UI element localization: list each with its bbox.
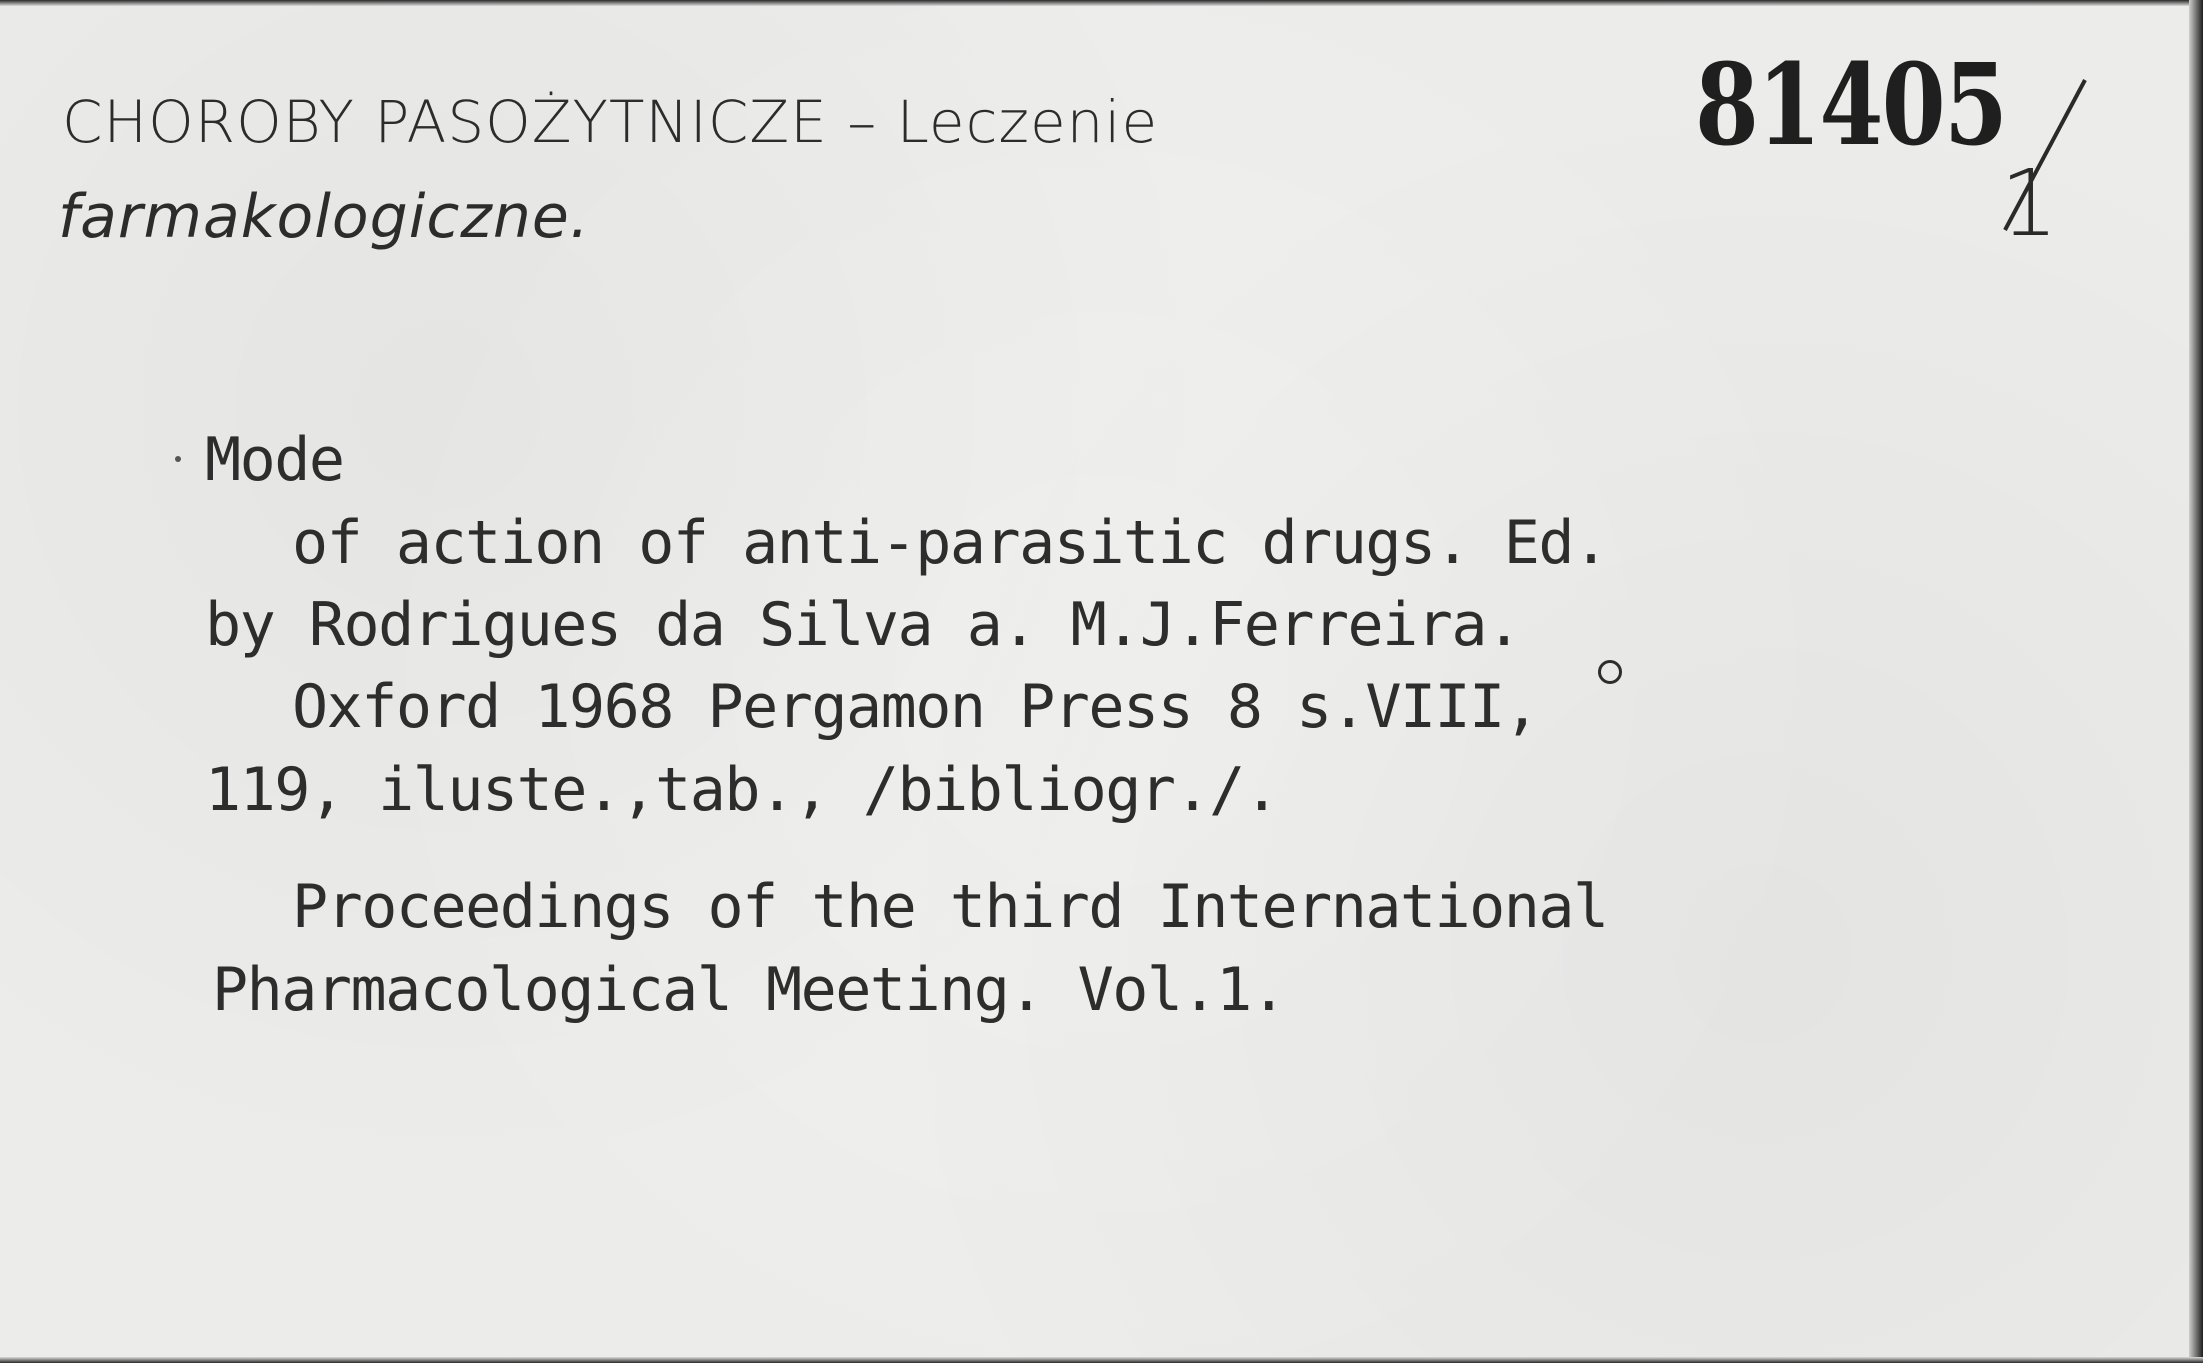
entry-title-word: Mode: [205, 425, 344, 495]
margin-dot: [175, 456, 181, 462]
entry-line-4: 119, iluste.,tab., /bibliogr./.: [205, 755, 1279, 825]
call-number-sub: 1: [2000, 150, 2059, 257]
card-top-edge: [0, 0, 2203, 6]
card-right-edge: [2189, 0, 2203, 1363]
entry-line-1: of action of anti-parasitic drugs. Ed.: [292, 508, 1608, 578]
call-number: 81405: [1695, 40, 2007, 171]
entry-line-6: Pharmacological Meeting. Vol.1.: [212, 955, 1286, 1025]
entry-line-3: Oxford 1968 Pergamon Press 8 s.VIII,: [292, 672, 1539, 742]
subject-heading-line1: CHOROBY PASOŻYTNICZE – Leczenie: [62, 88, 1159, 156]
entry-line-5: Proceedings of the third International: [292, 872, 1608, 942]
subject-heading-line2: farmakologiczne.: [58, 182, 590, 252]
entry-line-2: by Rodrigues da Silva a. M.J.Ferreira.: [205, 590, 1521, 660]
card-bottom-edge: [0, 1357, 2203, 1363]
degree-mark: [1598, 660, 1622, 684]
